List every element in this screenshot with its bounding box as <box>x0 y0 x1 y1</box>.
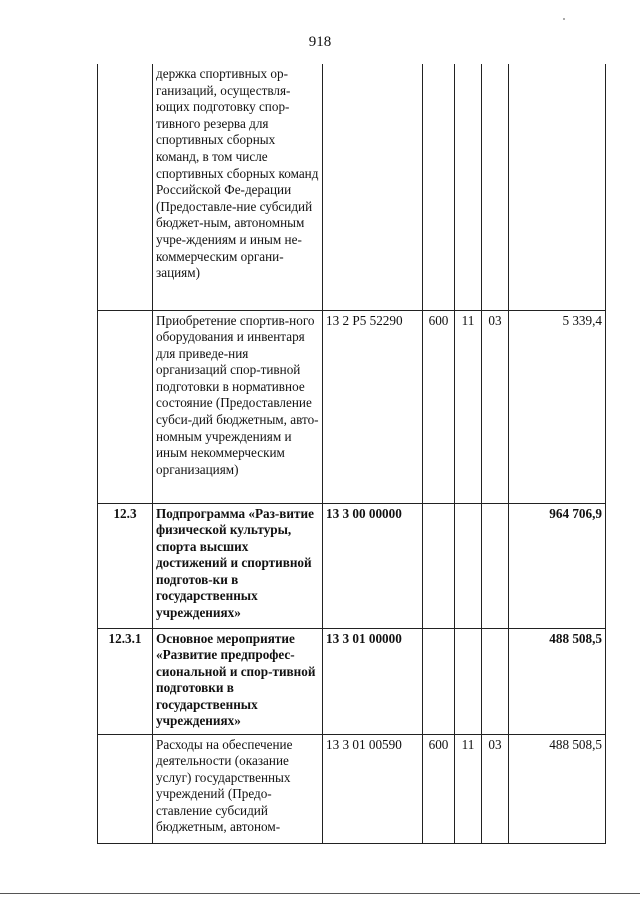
row-pr-cell: 03 <box>482 734 509 843</box>
row-amount-cell: 964 706,9 <box>509 503 606 628</box>
table-row <box>98 64 606 310</box>
row-name-cell: держка спортивных ор-ганизаций, осуществля-ющих подготовку спор-тивного резерва для спортивных сборных команд, в том числе спортивных сборных команд Российской Фе-дерации (Предоставле-ние субсидий бюджет-ным, автономным учре-ждениям и иным не-коммерческим органи-зациям) <box>153 64 323 310</box>
row-rz-cell: 11 <box>455 310 482 503</box>
footer-rule <box>0 893 640 894</box>
row-vr-cell <box>423 64 455 310</box>
row-code-cell <box>323 64 423 310</box>
row-amount-cell <box>509 64 606 310</box>
page-number: 918 <box>308 34 332 50</box>
row-name-cell: Подпрограмма «Раз-витие физической культуры, спорта высших достижений и спортивной подготов-ки в государственных учреждениях» <box>153 503 323 628</box>
row-pr-cell <box>482 64 509 310</box>
row-pr-cell: 03 <box>482 310 509 503</box>
row-vr-cell <box>423 503 455 628</box>
row-code-cell: 13 2 P5 52290 <box>323 310 423 503</box>
row-rz-cell <box>455 64 482 310</box>
row-number-cell: 12.3 <box>98 503 153 628</box>
row-amount-cell: 488 508,5 <box>509 734 606 843</box>
table-row <box>98 628 606 734</box>
row-pr-cell <box>482 628 509 734</box>
row-code-cell: 13 3 01 00000 <box>323 628 423 734</box>
row-name-cell: Приобретение спортив-ного оборудования и инвентаря для приведе-ния организаций спор-тивной подготовки в нормативное состояние (Предоставление субси-дий бюджетным, авто-номным учреждениям и иным некоммерческим организациям) <box>153 310 323 503</box>
row-rz-cell: 11 <box>455 734 482 843</box>
row-number-cell <box>98 310 153 503</box>
row-number-cell <box>98 734 153 843</box>
row-rz-cell <box>455 628 482 734</box>
row-number-cell <box>98 64 153 310</box>
row-pr-cell <box>482 503 509 628</box>
scan-speck <box>563 18 565 20</box>
row-number-cell: 12.3.1 <box>98 628 153 734</box>
row-name-cell: Основное мероприятие «Развитие предпрофес-сиональной и спор-тивной подготовки в государственных учреждениях» <box>153 628 323 734</box>
row-name-cell: Расходы на обеспечение деятельности (оказание услуг) государственных учреждений (Предо-ставление субсидий бюджетным, автоном- <box>153 734 323 843</box>
table-row <box>98 503 606 628</box>
table-row <box>98 310 606 503</box>
row-amount-cell: 5 339,4 <box>509 310 606 503</box>
row-vr-cell: 600 <box>423 734 455 843</box>
row-amount-cell: 488 508,5 <box>509 628 606 734</box>
table-row <box>98 734 606 843</box>
row-code-cell: 13 3 00 00000 <box>323 503 423 628</box>
row-rz-cell <box>455 503 482 628</box>
budget-table <box>97 64 606 844</box>
row-vr-cell <box>423 628 455 734</box>
row-vr-cell: 600 <box>423 310 455 503</box>
row-code-cell: 13 3 01 00590 <box>323 734 423 843</box>
